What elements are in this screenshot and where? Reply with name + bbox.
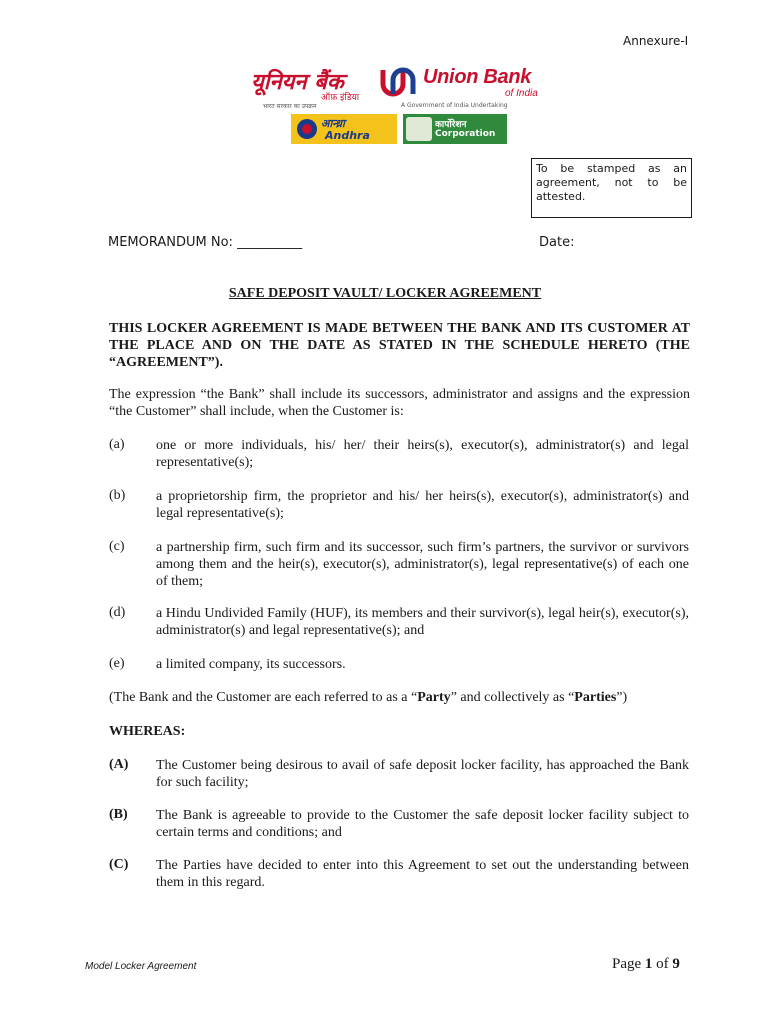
party-note-middle: ” and collectively as “ <box>450 690 575 705</box>
item-text: one or more individuals, his/ her/ their heirs(s), executor(s), administrator(s) and legal representative(s); <box>156 438 689 470</box>
item-text: a limited company, its successors. <box>156 657 346 672</box>
page-of: of <box>656 956 669 972</box>
memorandum-number: MEMORANDUM No: __________ <box>108 235 303 250</box>
andhra-english: Andhra <box>325 129 370 142</box>
page-current: 1 <box>644 956 653 972</box>
agreement-title <box>0 286 770 302</box>
item-label: (c) <box>109 539 125 554</box>
bank-logo <box>251 64 541 146</box>
agreement-title-text: SAFE DEPOSIT VAULT/ LOCKER AGREEMENT <box>228 286 542 301</box>
item-label: (a) <box>109 437 125 452</box>
parties-term: Parties <box>574 690 617 705</box>
corporation-english: Corporation <box>435 129 496 139</box>
page-prefix: Page <box>612 956 642 972</box>
logo-english-name: Union Bank <box>423 66 532 88</box>
item-text: a proprietorship firm, the proprietor and his/ her heirs(s), executor(s), administrator(s) and legal representative(s); <box>156 489 689 521</box>
union-bank-mark-icon <box>379 64 417 100</box>
logo-tagline-english: A Government of India Undertaking <box>401 102 508 109</box>
footer-document-name: Model Locker Agreement <box>85 961 197 972</box>
logo-tagline-hindi: भारत सरकार का उपक्रम <box>263 103 317 110</box>
corporation-bank-logo <box>403 114 507 144</box>
expression-paragraph: The expression “the Bank” shall include its successors, administrator and assigns and the expression “the Customer” shall include, when the Customer is: <box>109 387 690 419</box>
corporation-emblem-icon <box>406 117 432 141</box>
party-definition <box>109 689 690 706</box>
date-label: Date: <box>539 235 575 250</box>
andhra-hindi: आन्ध्रा <box>321 117 345 130</box>
page-indicator <box>612 956 680 973</box>
whereas-label: (A) <box>109 757 129 772</box>
stamp-note-box: To be stamped as an agreement, not to be attested. <box>531 158 692 218</box>
whereas-label: (B) <box>109 807 128 822</box>
party-term: Party <box>417 690 451 705</box>
item-label: (d) <box>109 605 126 620</box>
party-note-before: (The Bank and the Customer are each referred to as a “ <box>109 690 418 705</box>
logo-english-sub: of India <box>505 88 538 99</box>
item-label: (b) <box>109 488 126 503</box>
item-text: a Hindu Undivided Family (HUF), its members and their survivor(s), legal heir(s), executor(s), administrator(s) and legal representative(s); and <box>156 606 689 638</box>
logo-hindi-sub: ऑफ़ इंडिया <box>321 93 360 103</box>
whereas-text: The Bank is agreeable to provide to the Customer the safe deposit locker facility subject to certain terms and conditions; and <box>156 808 689 840</box>
page-total: 9 <box>672 956 680 972</box>
whereas-text: The Parties have decided to enter into this Agreement to set out the understanding between them in this regard. <box>156 858 689 890</box>
lead-paragraph: THIS LOCKER AGREEMENT IS MADE BETWEEN THE BANK AND ITS CUSTOMER AT THE PLACE AND ON THE DATE AS STATED IN THE SCHEDULE HERETO (THE “AGREEMENT”). <box>109 321 690 370</box>
party-note-after: ”) <box>616 690 628 705</box>
item-text: a partnership firm, such firm and its successor, such firm’s partners, the survivor or survivors among them and the heir(s), executor(s), administrator(s), legal representative(s) of each one of them; <box>156 540 689 589</box>
logo-hindi-name: यूनियन बैंक <box>251 70 344 95</box>
whereas-text: The Customer being desirous to avail of safe deposit locker facility, has approached the Bank for such facility; <box>156 758 689 790</box>
corporation-hindi: कार्पोरेशन <box>435 120 467 130</box>
whereas-heading: WHEREAS: <box>109 724 186 739</box>
andhra-bank-logo <box>291 114 397 144</box>
item-label: (e) <box>109 656 125 671</box>
whereas-label: (C) <box>109 857 129 872</box>
andhra-emblem-icon <box>295 117 319 141</box>
annexure-label: Annexure-I <box>623 34 689 48</box>
